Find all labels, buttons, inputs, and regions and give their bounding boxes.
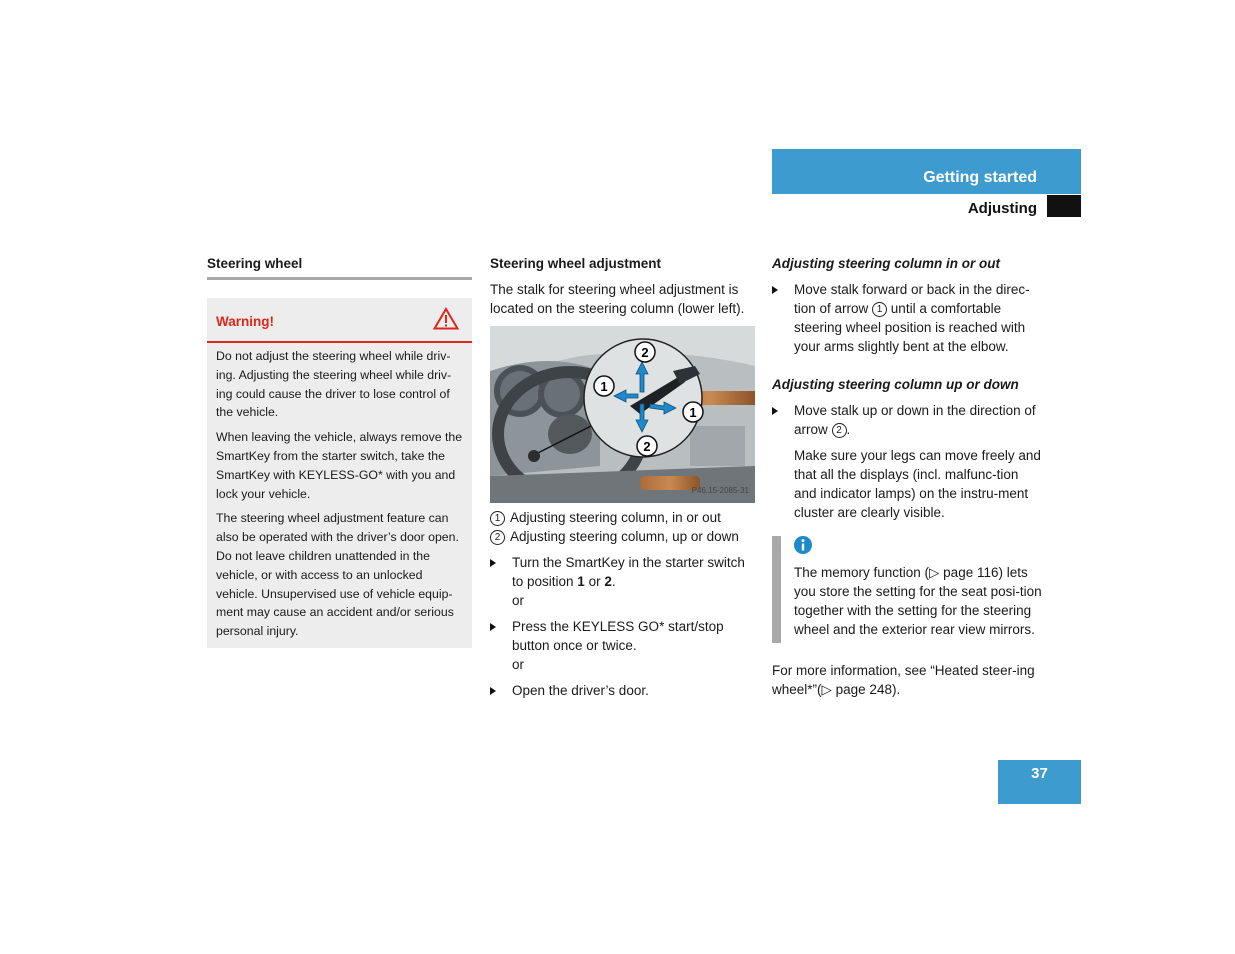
warning-triangle-icon [433, 307, 459, 330]
arrow-number: 1 [872, 302, 887, 317]
step-move-in-out: Move stalk forward or back in the direc-tion of arrow 1 until a comfortable steering wheel position is reached with your arms slightly bent at the elbow. [772, 280, 1042, 356]
position-2: 2 [604, 574, 612, 589]
bullet-arrow-icon [490, 687, 496, 695]
or-label: or [512, 593, 525, 608]
legend-text: Adjusting steering column, up or down [510, 529, 739, 544]
bullet-arrow-icon [490, 559, 496, 567]
figure-marker-2-bottom: 2 [643, 439, 651, 454]
legend-item [490, 508, 755, 527]
header-marker [1047, 195, 1081, 217]
info-icon [794, 536, 1042, 559]
warning-box [207, 298, 472, 648]
heading-adjustment: Steering wheel adjustment [490, 256, 662, 271]
figure-marker-1-right: 1 [689, 405, 697, 420]
info-text: The memory function (▷ page 116) lets you store the setting for the seat posi-tion together with the setting for the steering wheel and the exterior rear view mirrors. [794, 565, 1042, 637]
column-adjustment [490, 254, 755, 700]
bullet-arrow-icon [490, 623, 496, 631]
bullet-arrow-icon [772, 407, 778, 415]
or-label: or [512, 657, 525, 672]
warning-paragraph: When leaving the vehicle, always remove the SmartKey from the starter switch, take the SmartKey with KEYLESS-GO* with you and lock your vehicle. [216, 430, 463, 501]
info-box [772, 536, 1042, 643]
heading-up-down: Adjusting steering column up or down [772, 377, 1019, 392]
section-title: Getting started [923, 169, 1037, 186]
warning-paragraph: Do not adjust the steering wheel while driv-ing. Adjusting the steering wheel while driv-ing could cause the driver to lose control of the vehicle. [216, 349, 452, 420]
figure-code: P46.15-2085-31 [691, 486, 749, 495]
more-info-text: For more information, see “Heated steer-ing wheel*”(▷ page 248). [772, 663, 1035, 697]
steering-figure [490, 326, 755, 503]
warning-title: Warning! [216, 314, 274, 329]
step-keyless-go: Press the KEYLESS GO* start/stop button once or twice. or [490, 617, 755, 674]
column-column-adjust [772, 254, 1042, 699]
warning-paragraph: The steering wheel adjustment feature can also be operated with the driver’s door open. Do not leave children unattended in the vehicle, or with access to an unlocked vehicle. Unsupervised use of vehicle equip-ment may cause an accident and/or serious personal injury. [216, 511, 459, 639]
step-move-up-down: Move stalk up or down in the direction of arrow 2 . Make sure your legs can move freely and that all the displays (incl. malfunc-tion and indicator lamps) on the instru-ment cluster are clearly visible. [772, 401, 1042, 522]
page-number: 37 [1031, 765, 1048, 782]
heading-steering-wheel: Steering wheel [207, 254, 472, 280]
legend-number: 2 [490, 530, 505, 545]
legend-text: Adjusting steering column, in or out [510, 510, 721, 525]
arrow-number: 2 [832, 423, 847, 438]
subsection-title: Adjusting [967, 200, 1037, 217]
position-1: 1 [577, 574, 585, 589]
step-open-door: Open the driver’s door. [490, 681, 755, 700]
intro-text: The stalk for steering wheel adjustment is located on the steering column (lower left). [490, 282, 745, 316]
steering-illustration [490, 326, 755, 503]
figure-marker-2-top: 2 [641, 345, 649, 360]
page-number-box [998, 760, 1081, 804]
column-steering-wheel [207, 254, 472, 648]
legend-item [490, 527, 755, 546]
legend-number: 1 [490, 511, 505, 526]
step-turn-smartkey: Turn the SmartKey in the starter switch to position 1 or 2. or [490, 553, 755, 610]
warning-header [207, 298, 472, 343]
figure-legend [490, 508, 755, 546]
bullet-arrow-icon [772, 286, 778, 294]
visibility-note: Make sure your legs can move freely and that all the displays (incl. malfunc-tion and indicator lamps) on the instru-ment cluster are clearly visible. [794, 448, 1041, 520]
heading-in-out: Adjusting steering column in or out [772, 256, 1000, 271]
figure-marker-1-left: 1 [600, 379, 608, 394]
warning-body [207, 343, 472, 648]
